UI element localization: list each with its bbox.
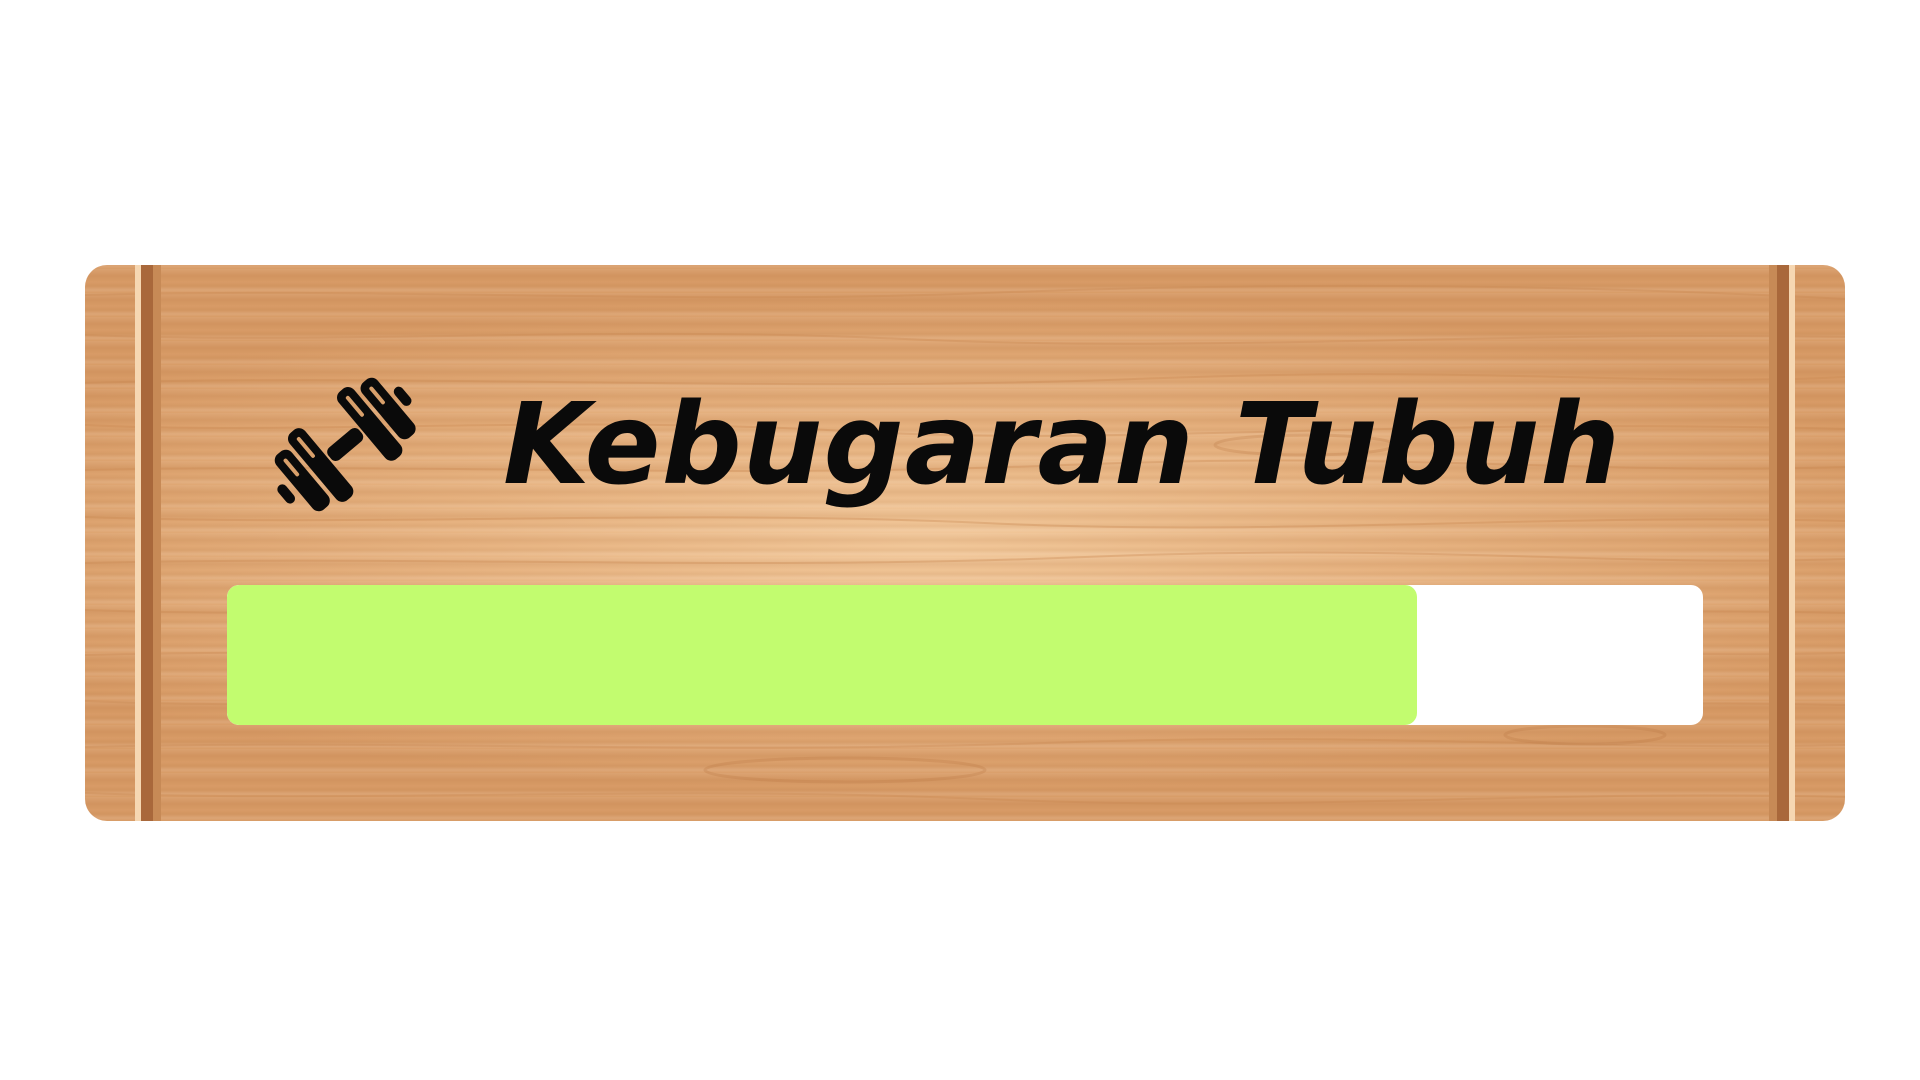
dumbbell-icon (243, 350, 443, 540)
panel-title: Kebugaran Tubuh (503, 380, 1622, 510)
progress-track (227, 585, 1703, 725)
progress-fill (227, 585, 1417, 725)
fitness-panel (85, 265, 1845, 821)
left-edge-strip (135, 265, 161, 821)
right-edge-strip (1769, 265, 1795, 821)
title-row (243, 345, 1621, 545)
